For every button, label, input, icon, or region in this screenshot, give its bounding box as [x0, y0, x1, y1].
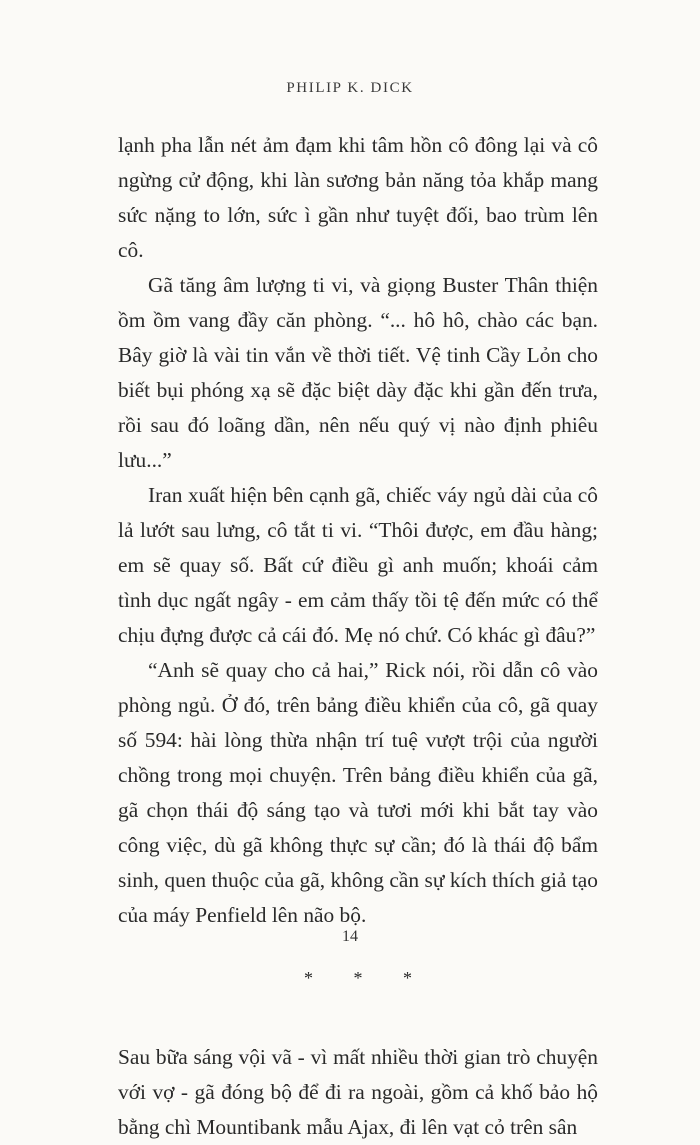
paragraph: Sau bữa sáng vội vã - vì mất nhiều thời gian trò chuyện với vợ - gã đóng bộ để đi ra ngoài, gồm cả khố bảo hộ bằng chì Mountibank mẫu Ajax, đi lên vạt cỏ trên sân — [118, 1045, 598, 1139]
body-text — [118, 128, 598, 1145]
paragraph: lạnh pha lẫn nét ảm đạm khi tâm hồn cô đông lại và cô ngừng cử động, khi làn sương bản năng tỏa khắp mang sức nặng to lớn, sức ì gần như tuyệt đối, bao trùm lên cô. — [118, 133, 598, 262]
paragraph: Gã tăng âm lượng ti vi, và giọng Buster Thân thiện ồm ồm vang đầy căn phòng. “... hô hô, chào các bạn. Bây giờ là vài tin vắn về thời tiết. Vệ tinh Cầy Lỏn cho biết bụi phóng xạ sẽ đặc biệt dày đặc khi gần đến trưa, rồi sau đó loãng dần, nên nếu quý vị nào định phiêu lưu...” — [118, 273, 598, 472]
paragraph: “Anh sẽ quay cho cả hai,” Rick nói, rồi dẫn cô vào phòng ngủ. Ở đó, trên bảng điều khiển của cô, gã quay số 594: hài lòng thừa nhận trí tuệ vượt trội của người chồng trong mọi chuyện. Trên bảng điều khiển của gã, gã chọn thái độ sáng tạo và tươi mới khi bắt tay vào công việc, dù gã không thực sự cần; đó là thái độ bẩm sinh, quen thuộc của gã, không cần sự kích thích giả tạo của máy Penfield lên não bộ. — [118, 658, 598, 927]
scene-break: * * * — [304, 968, 430, 988]
running-header: PHILIP K. DICK — [286, 80, 414, 96]
page-number: 14 — [342, 928, 358, 945]
paragraph: Iran xuất hiện bên cạnh gã, chiếc váy ngủ dài của cô lả lướt sau lưng, cô tắt ti vi. “Thôi được, em đầu hàng; em sẽ quay số. Bất cứ điều gì anh muốn; khoái cảm tình dục ngất ngây - em cảm thấy tồi tệ đến mức có thể chịu đựng được cả cái đó. Mẹ nó chứ. Có khác gì đâu?” — [118, 483, 598, 647]
